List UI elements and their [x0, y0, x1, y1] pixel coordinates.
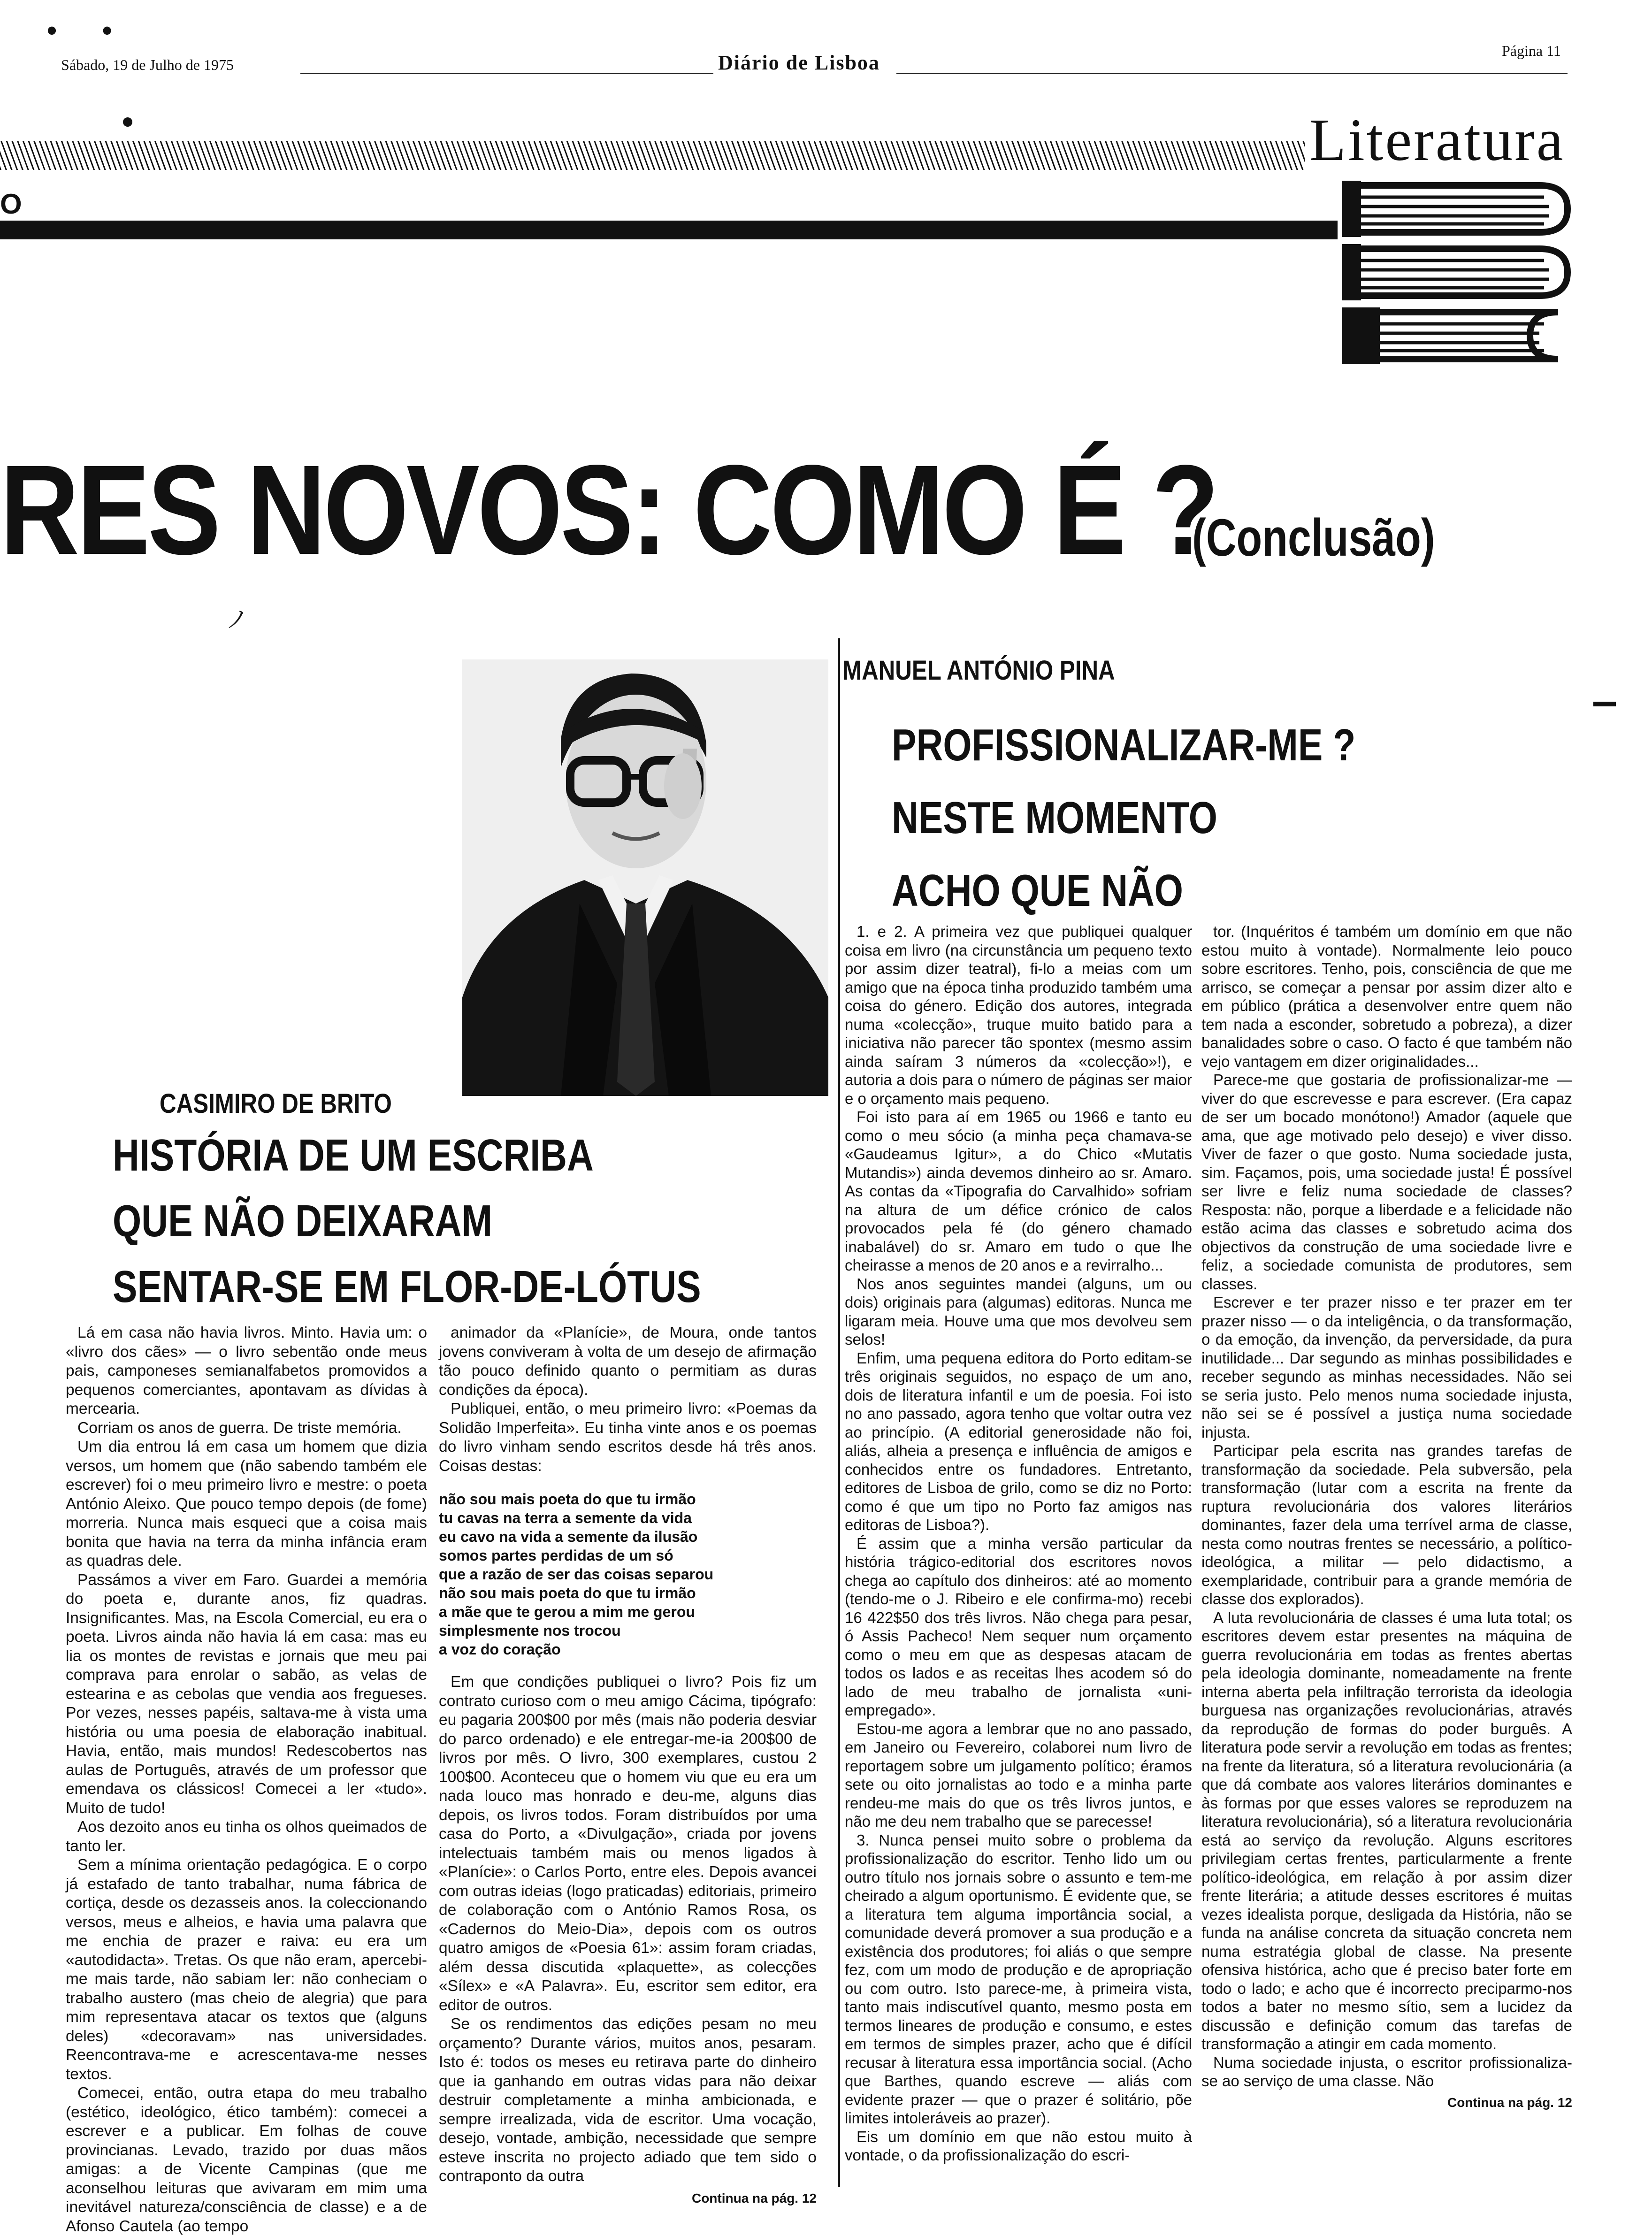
paragraph: Aos dezoito anos eu tinha os olhos queimados de tanto ler.: [66, 1818, 427, 1855]
poem-line: tu cavas na terra a semente da vida: [439, 1509, 692, 1526]
right-title-line-3: ACHO QUE NÃO: [892, 865, 1184, 916]
paragraph: Enfim, uma pequena editora do Porto editam-se três originais seguidos, no espaço de um ano, dois de literatura infantil e um de poesia. Foi isto no ano passado, agora tenho que voltar outra vez ao princípio. (A editorial generosidade não foi, aliás, alheia a presença e influência de amigos e conhecidos entre os fundadores. Entretanto, editores de Lisboa de grilo, como se diz no Porto: como é que um tipo no Porto faz amigos nas editoras de Lisboa?).: [845, 1349, 1192, 1533]
cut-letter: O: [0, 188, 22, 220]
left-article-title: [113, 1123, 830, 1320]
paragraph: Sem a mínima orientação pedagógica. E o corpo já estafado de tanto trabalhar, numa fábrica de cortiça, desde os dezasseis anos. Ia coleccionando versos, meus e alheios, e havia uma palavra que me enchia de prazer e raiva: eu era um «autodidacta». Tretas. Os que não eram, apercebi-me mais tarde, não sabiam ler: não conheciam o trabalho austero (mas cheio de alegria) que para mim representava atacar os textos que (alguns deles) «decoravam» nas universidades. Reencontrava-me e acrescentava-me nesses textos.: [66, 1856, 427, 2083]
right-title-line-1: PROFISSIONALIZAR-ME ?: [892, 720, 1356, 770]
registration-dots: • •: [47, 15, 131, 46]
poem-line: que a razão de ser das coisas separou: [439, 1566, 714, 1583]
column-divider: [838, 638, 840, 2187]
paragraph: Parece-me que gostaria de profissionalizar-me — viver do que escrevesse e para escrever. (Era capaz de ser um bocado monótono!) Amador (aquele que ama, que age motivado pelo desejo) e viver disso. Viver de fazer o que gosto. Numa sociedade justa, sim. Façamos, pois, uma sociedade justa! É possível ser livre e feliz numa sociedade de classes? Resposta: não, porque a liberdade e a felicidade não estão acima das classes e sobretudo acima dos objectivos da construção de uma sociedade livre e feliz, a sociedade comunista de produtores, sem classes.: [1201, 1071, 1572, 1293]
margin-dash: [1593, 702, 1616, 706]
poem-line: simplesmente nos trocou: [439, 1622, 621, 1639]
paragraph: Participar pela escrita nas grandes tarefas de transformação da sociedade. Pela subversão, pela transformação (lutar com a escrita na frente da ruptura revolucionária dos valores literários dominantes, fazer dela uma terrível arma de classe, nesta como noutras frentes se necessário, a político-ideológica, a militar — pelo didactismo, a exemplaridade, contribuir para a grande memória de classe dos explorados).: [1201, 1442, 1572, 1608]
poem-line: a mãe que te gerou a mim me gerou: [439, 1603, 695, 1620]
paragraph: animador da «Planície», de Moura, onde tantos jovens conviveram à volta de um desejo de afirmação tão pouco definido quanto o permitiam as duras condições da época).: [439, 1324, 817, 1399]
right-column-2: [1201, 922, 1572, 2112]
paragraph: Numa sociedade injusta, o escritor profissionaliza-se ao serviço de uma classe. Não: [1201, 2053, 1572, 2090]
paragraph: Nos anos seguintes mandei (alguns, um ou dois) originais para (algumas) editoras. Nunca me ligaram meia. Houve uma que mos devolveu sem selos!: [845, 1275, 1192, 1348]
left-title-line-2: QUE NÃO DEIXARAM: [113, 1196, 493, 1246]
paragraph: Foi isto para aí em 1965 ou 1966 e tanto eu como o meu sócio (a minha peça chamava-se «Gaudeamus Igitur», a do Chico «Mutatis Mutandis») ainda devemos dinheiro ao sr. Amaro. As contas da «Tipografia do Carvalhido» sofriam na altura de um défice crónico de calos provocados pela fé (do género chamado inabalável) do sr. Amaro em tudo o que lhe cheirasse a menos de 20 anos e a revirralho...: [845, 1108, 1192, 1274]
left-column-1: [66, 1324, 427, 2236]
right-column-1: [845, 922, 1192, 2165]
newspaper-masthead: Diário de Lisboa: [718, 51, 880, 74]
portrait-illustration: [462, 659, 828, 1096]
paragraph: É assim que a minha versão particular da história trágico-editorial dos escritores novos chega ao capítulo dos dinheiros: até ao momento (tendo-me o J. Ribeiro e ele confirma-mo) recebi 16 422$50 dos três livros. Não chega para pesar, ó Assis Pacheco! Nem sequer num orçamento como o meu em que as despesas atacam de todos os lados e as receitas lhes acodem só do lado de meu trabalho de jornalista «uni-empregado».: [845, 1534, 1192, 1719]
stray-mark: ノ: [225, 606, 249, 633]
poem-line: não sou mais poeta do que tu irmão: [439, 1491, 696, 1508]
paragraph: A luta revolucionária de classes é uma luta total; os escritores devem estar presentes na máquina de guerra revolucionária em todas as frentes abertas pela ideologia dominante, nomeadamente na frente interna aberta pela infiltração terrorista da ideologia burguesa nas organizações revolucionárias, através da reprodução de formas do poder burguês. A literatura pode servir a revolução em todas as frentes; na frente da literatura, só a literatura revolucionária (a que dá combate aos valores literários dominantes e às formas por que esses valores se reproduzem na literatura revolucionária), só a literatura revolucionária está ao serviço da revolução. Alguns escritores privilegiam certas frentes, particularmente a frente político-ideológica, em relação à por assim dizer frente literária; a atitude desses escritores é muitas vezes idealista porque, desligada da História, não se funda na análise concreta da situação concreta nem numa estratégia global de classe. Na presente ofensiva histórica, acho que é preciso bater forte em todo o lado; e acho que é incorrecto preciparmo-nos todos a bater no mesmo sítio, sem a lucidez da discussão e definição comum das tarefas de transformação a atingir em cada momento.: [1201, 1608, 1572, 2052]
paragraph: Passámos a viver em Faro. Guardei a memória do poeta e, durante anos, fiz quadras. Insignificantes. Mas, na Escola Comercial, eu era o poeta. Livros ainda não havia lá em casa: mas eu lia os montes de revistas e jornais que meu pai comprava para enrolar o sabão, as velas de estearina e as cebolas que vendia aos fregueses. Por vezes, nesses papéis, saltava-me à vista uma história ou uma poesia de elaboração inabitual. Havia, então, mais mundos! Redescobertos nas aulas de Português, através de um professor que emendava os clássicos! Comecei a ler «tudo». Muito de tudo!: [66, 1571, 427, 1817]
paragraph: Publiquei, então, o meu primeiro livro: «Poemas da Solidão Imperfeita». Eu tinha vinte anos e os poemas do livro vinham sendo escritos desde há três anos. Coisas destas:: [439, 1400, 817, 1475]
paragraph: Estou-me agora a lembrar que no ano passado, em Janeiro ou Fevereiro, colaborei num livro de reportagem sobre um julgamento político; éramos sete ou oito jornalistas ao todo e a minha parte rendeu-me mais do que os três livros juntos, e não me deu nem trabalho que se parecesse!: [845, 1720, 1192, 1830]
paragraph: Comecei, então, outra etapa do meu trabalho (estético, ideológico, ético também): comecei a escrever e a publicar. Em folhas de couve provincianas. Levado, trazido por duas mãos amigas: a de Vicente Campinas (que me aconselhou leituras que avivaram em mim uma inevitável natureza/consciência de classe) e a de Afonso Cautela (ao tempo: [66, 2084, 427, 2235]
headline-suffix: (Conclusão): [1192, 508, 1435, 567]
left-column-2: [439, 1324, 817, 2208]
poem-block: [439, 1490, 817, 1659]
left-title-line-3: SENTAR-SE EM FLOR-DE-LÓTUS: [113, 1262, 701, 1312]
page-number: Página 11: [1502, 42, 1561, 59]
left-article-author: CASIMIRO DE BRITO: [160, 1088, 392, 1119]
section-hatch-band: [0, 141, 1305, 170]
registration-dot: [123, 117, 132, 127]
section-thick-rule: [0, 221, 1338, 239]
author-photo: [462, 659, 828, 1096]
paragraph: Lá em casa não havia livros. Minto. Havia um: o «livro dos cães» — o livro sebentão onde meus pais, camponeses semianalfabetos promovidos a pequenos comerciantes, apontavam as dívidas à mercearia.: [66, 1324, 427, 1417]
paragraph: 3. Nunca pensei muito sobre o problema da profissionalização do escritor. Tenho lido um ou outro título nos jornais sobre o assunto e tem-me cheirado a algum oportunismo. É evidente que, se a literatura tem alguma importância social, a comunidade deverá promover a sua produção e a existência dos produtores; foi aliás o que sempre fez, com um modo de produção e de apropriação ou com outro. Isto parece-me, à primeira vista, tanto mais indiscutível quanto, mesmo posta em termos lineares de produção e consumo, e estes em termos de simples prazer, acho que é difícil recusar à literatura essa importância social. (Acho que Barthes, quando escreve — aliás com evidente prazer — que o prazer é solitário, põe limites intoleráveis ao prazer).: [845, 1831, 1192, 2127]
paragraph: 1. e 2. A primeira vez que publiquei qualquer coisa em livro (na circunstância um pequeno texto por assim dizer teatral), fi-lo a meias com um amigo que na época tinha produzido também uma coisa do género. Edição dos autores, integrada numa «colecção», truque muito batido para a iniciativa não parecer tão spontex (mesmo assim ainda saíram 3 números da «colecção»!), e autoria a dois para o número de páginas ser maior e o orçamento mais pequeno.: [845, 923, 1192, 1107]
header-rule-right: [896, 73, 1568, 74]
book-stack-icon: [1342, 181, 1577, 378]
paragraph: tor. (Inquéritos é também um domínio em que não estou muito à vontade). Normalmente leio pouco sobre escritores. Tenho, pois, consciência de que me arrisco, se começar a pensar por assim dizer alto e em público (prática a desenvolver entre quem não tem nada a esconder, sobretudo a pobreza), a dizer banalidades sobre o caso. O facto é que também não vejo vantagem em dizer originalidades...: [1201, 923, 1572, 1070]
right-article-title: [892, 709, 1457, 927]
paragraph: Eis um domínio em que não estou muito à vontade, o da profissionalização do escri-: [845, 2128, 1192, 2164]
right-title-line-2: NESTE MOMENTO: [892, 793, 1217, 843]
header-rule-left: [300, 73, 713, 74]
paragraph: Um dia entrou lá em casa um homem que dizia versos, um homem que (não sabendo também ele escrever) foi o meu primeiro livro e mestre: o poeta António Aleixo. Que pouco tempo depois (de fome) morreria. Nunca mais esqueci que a coisa mais bonita que havia na terra da minha infância eram as quadras dele.: [66, 1438, 427, 1570]
paragraph: Em que condições publiquei o livro? Pois fiz um contrato curioso com o meu amigo Cácima, tipógrafo: eu pagaria 200$00 por mês (mais não poderia desviar do parco ordenado) e ele entregar-me-ia 200$00 de livros por mês. O livro, 300 exemplares, custou 2 100$00. Aconteceu que o homem viu que eu era um nada louco mas honrado e deu-me, alguns dias depois, os livros todos. Foram distribuídos por uma casa do Porto, a «Divulgação», criada por jovens intelectuais também mais ou menos ligados à «Planície»: o Carlos Porto, entre eles. Depois avancei com outras ideias (logo praticadas) editoriais, primeiro de colaboração com o António Ramos Rosa, os «Cadernos do Meio-Dia», depois com os outros quatro amigos de «Poesia 61»: assim foram criadas, além dessa discutida «plaquette», as colecções «Sílex» e «A Palavra». Eu, escritor sem editor, era editor de outros.: [439, 1673, 817, 2014]
poem-line: não sou mais poeta do que tu irmão: [439, 1585, 696, 1601]
section-title: Literatura: [1309, 107, 1565, 173]
right-article-author: MANUEL ANTÓNIO PINA: [842, 655, 1115, 686]
issue-date: Sábado, 19 de Julho de 1975: [61, 56, 234, 73]
continued-note: Continua na pág. 12: [691, 2190, 817, 2205]
paragraph: Corriam os anos de guerra. De triste memória.: [77, 1419, 402, 1437]
paragraph: Escrever e ter prazer nisso e ter prazer em ter prazer nisso — o da inteligência, o da transformação, o da emoção, da invenção, da perversidade, da pura inutilidade... Dar segundo as minhas possibilidades e receber segundo as minhas necessidades. Não sei se seria justo. Pelo menos numa sociedade injusta, não sei se é possível a justiça numa sociedade injusta.: [1201, 1294, 1572, 1441]
continued-note: Continua na pág. 12: [1447, 2095, 1572, 2110]
main-headline: RES NOVOS: COMO É ?: [0, 438, 1217, 581]
poem-line: eu cavo na vida a semente da ilusão: [439, 1528, 698, 1545]
left-title-line-1: HISTÓRIA DE UM ESCRIBA: [113, 1130, 594, 1180]
poem-line: somos partes perdidas de um só: [439, 1547, 673, 1564]
paragraph: Se os rendimentos das edições pesam no meu orçamento? Durante vários, muitos anos, pesaram. Isto é: todos os meses eu retirava parte do dinheiro que ia ganhando em outras vidas para não deixar destruir completamente a minha ambicionada, e sempre irrealizada, vida de escritor. Uma vocação, desejo, vontade, ambição, necessidade que sempre esteve inscrita no projecto adiado que tem sido o contraponto da outra: [439, 2015, 817, 2185]
poem-line: a voz do coração: [439, 1641, 561, 1658]
